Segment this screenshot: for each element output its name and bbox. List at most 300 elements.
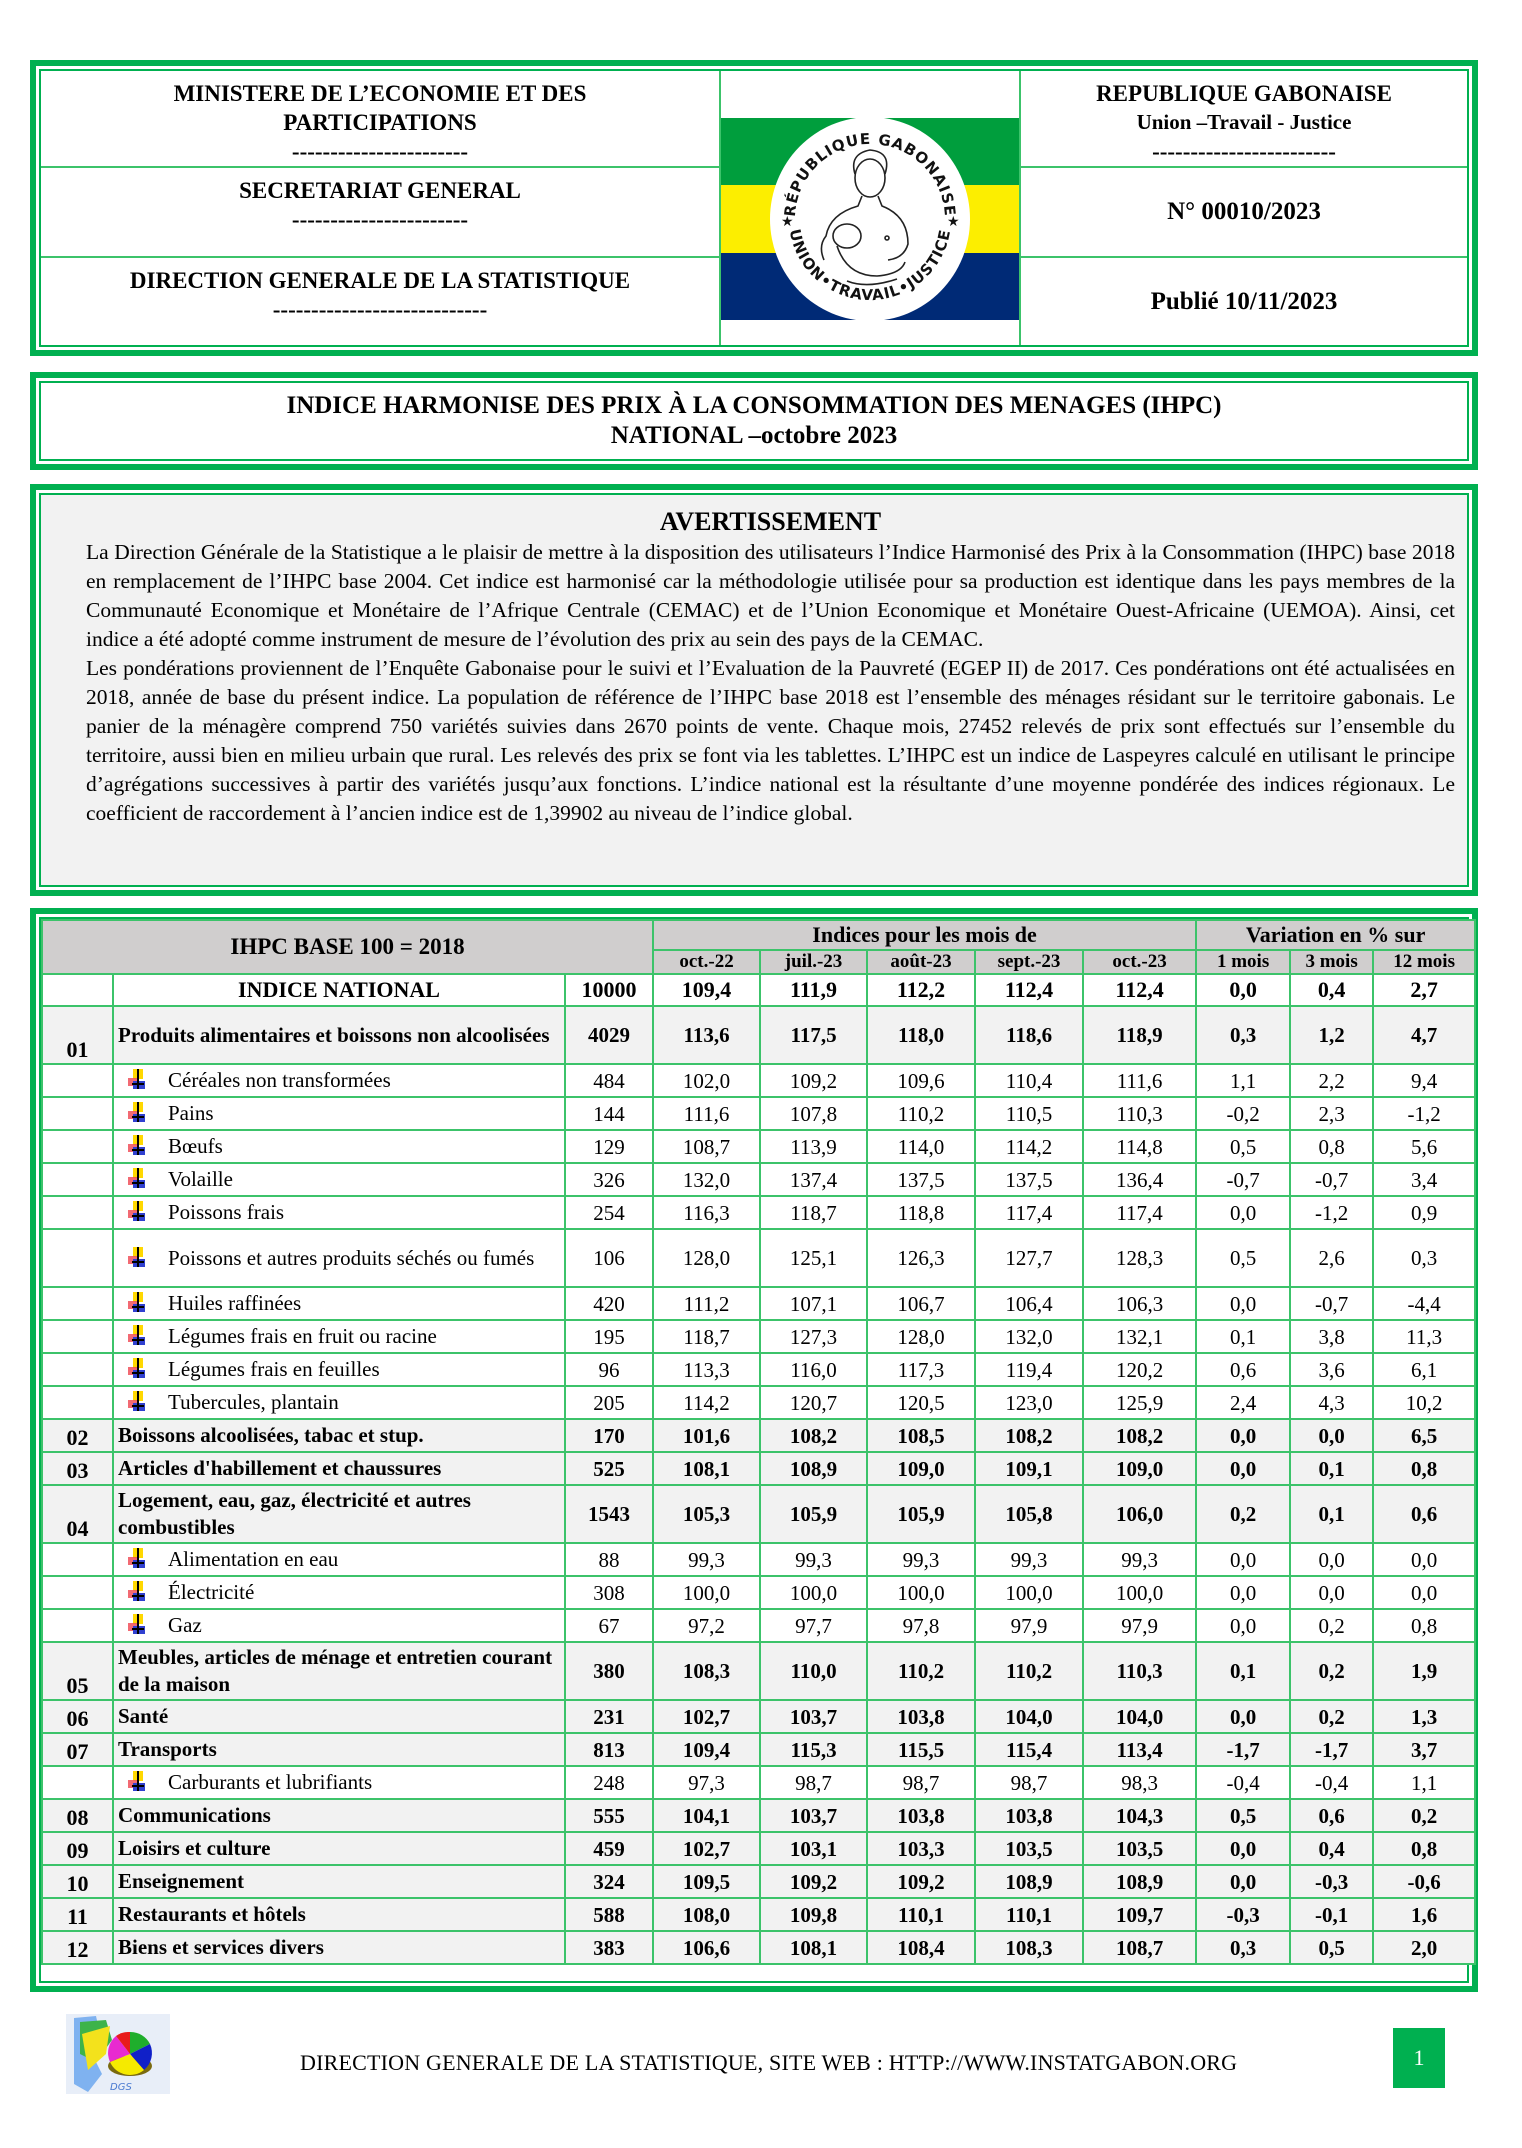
- index-cell: 108,3: [975, 1931, 1083, 1964]
- index-cell: 136,4: [1083, 1163, 1196, 1196]
- label-cell: [113, 1353, 565, 1386]
- label-cell: [113, 1386, 565, 1419]
- index-cell: 108,9: [975, 1865, 1083, 1898]
- index-cell: 117,4: [975, 1196, 1083, 1229]
- weight-cell: 525: [565, 1452, 653, 1485]
- sub-item-label-wrap: [128, 1389, 560, 1416]
- variation-cell: 0,0: [1196, 1832, 1290, 1865]
- variation-cell: 0,3: [1373, 1229, 1475, 1287]
- index-cell: 132,0: [975, 1320, 1083, 1353]
- divider-dashes: -----------------------: [291, 207, 469, 232]
- code-cell: 06: [42, 1700, 113, 1733]
- code-cell: [42, 1196, 113, 1229]
- index-cell: 99,3: [760, 1543, 867, 1576]
- divider-dashes: ----------------------------: [272, 296, 488, 322]
- variation-cell: 0,0: [1290, 1419, 1373, 1452]
- label-cell: Logement, eau, gaz, électricité et autres combustibles: [113, 1485, 565, 1543]
- label-cell: [113, 1229, 565, 1287]
- code-cell: 08: [42, 1799, 113, 1832]
- index-cell: 105,9: [760, 1485, 867, 1543]
- variation-cell: 0,8: [1373, 1609, 1475, 1642]
- index-cell: 120,2: [1083, 1353, 1196, 1386]
- index-cell: 126,3: [867, 1229, 975, 1287]
- variation-cell: 0,1: [1196, 1642, 1290, 1700]
- index-cell: 103,8: [975, 1799, 1083, 1832]
- index-cell: 97,9: [975, 1609, 1083, 1642]
- index-cell: 118,7: [653, 1320, 760, 1353]
- sub-item-label: Électricité: [168, 1580, 255, 1604]
- weight-cell: 170: [565, 1419, 653, 1452]
- month-header: sept.-23: [975, 950, 1083, 974]
- sub-item-row: [42, 1576, 1475, 1609]
- weight-cell: 231: [565, 1700, 653, 1733]
- sub-item-label: Poissons frais: [168, 1200, 285, 1224]
- notice-paragraph: Les pondérations proviennent de l’Enquête Gabonaise pour le suivi et l’Evaluation de la Pauvreté (EGEP II) de 2017. Ces pondérations ont été actualisées en 2018, année de base du présent indice. La population de référence de l’IHPC base 2018 est l’ensemble des ménages résidant sur le territoire gabonais. Le panier de la ménagère comprend 750 variétés suivies dans 2670 points de vente. Chaque mois, 27452 relevés de prix sont effectués sur l’ensemble du territoire, aussi bien en milieu urbain que rural. Les relevés des prix se font via les tablettes. L’IHPC est un indice de Laspeyres calculé en utilisant le principe d’agrégations successives à partir des variétés jusqu’aux fonctions. L’indice national est la résultante d’une moyenne pondérée des indices régionaux. Le coefficient de raccordement à l’ancien indice est de 1,39902 au niveau de l’indice global.: [86, 656, 1455, 825]
- index-cell: 102,7: [653, 1700, 760, 1733]
- sub-item-label-wrap: [128, 1199, 560, 1226]
- index-cell: 108,2: [975, 1419, 1083, 1452]
- function-group-row: [42, 1700, 1475, 1733]
- index-cell: 98,7: [867, 1766, 975, 1799]
- weight-cell: 813: [565, 1733, 653, 1766]
- sub-item-label: Pains: [168, 1101, 214, 1125]
- sub-item-label-wrap: [128, 1100, 560, 1127]
- variation-cell: 0,0: [1290, 1543, 1373, 1576]
- code-cell: [42, 1287, 113, 1320]
- sub-item-label-wrap: [128, 1245, 560, 1272]
- bullet-arrow-icon: [128, 1069, 146, 1091]
- index-cell: 118,0: [867, 1006, 975, 1064]
- index-cell: 99,3: [867, 1543, 975, 1576]
- index-cell: 103,5: [1083, 1832, 1196, 1865]
- header-block: [30, 60, 1478, 356]
- variation-header: 1 mois: [1196, 950, 1290, 974]
- function-group-row: [42, 1898, 1475, 1931]
- index-cell: 116,0: [760, 1353, 867, 1386]
- bullet-arrow-icon: [128, 1247, 146, 1269]
- variation-cell: 0,2: [1373, 1799, 1475, 1832]
- index-cell: 98,7: [760, 1766, 867, 1799]
- notice-paragraph: La Direction Générale de la Statistique a le plaisir de mettre à la disposition des utilisateurs l’Indice Harmonisé des Prix à la Consommation (IHPC) base 2018 en remplacement de l’IHPC base 2004. Cet indice est harmonisé car la méthodologie utilisée pour sa production est identique dans les pays membres de la Communauté Economique et Monétaire de l’Afrique Centrale (CEMAC) et de l’Union Economique et Monétaire Ouest-Africaine (UEMOA). Ainsi, cet indice a été adopté comme instrument de mesure de l’évolution des prix au sein des pays de la CEMAC.: [86, 540, 1455, 651]
- index-cell: 105,3: [653, 1485, 760, 1543]
- index-cell: 109,5: [653, 1865, 760, 1898]
- variation-cell: 0,3: [1196, 1931, 1290, 1964]
- label-cell: [113, 1130, 565, 1163]
- index-cell: 116,3: [653, 1196, 760, 1229]
- variation-cell: 0,2: [1290, 1700, 1373, 1733]
- index-cell: 97,8: [867, 1609, 975, 1642]
- report-subtitle: NATIONAL –octobre 2023: [610, 422, 898, 449]
- weight-cell: 555: [565, 1799, 653, 1832]
- label-cell: [113, 1320, 565, 1353]
- index-cell: 111,6: [1083, 1064, 1196, 1097]
- notice-heading: AVERTISSEMENT: [659, 507, 882, 536]
- sub-item-label: Volaille: [168, 1167, 233, 1191]
- index-cell: 98,3: [1083, 1766, 1196, 1799]
- variation-cell: 0,1: [1290, 1452, 1373, 1485]
- index-cell: 115,4: [975, 1733, 1083, 1766]
- code-cell: [42, 974, 113, 1006]
- variation-cell: 2,2: [1290, 1064, 1373, 1097]
- bullet-arrow-icon: [128, 1581, 146, 1603]
- publication-date: Publié 10/11/2023: [1150, 287, 1338, 315]
- index-cell: 104,0: [975, 1700, 1083, 1733]
- index-cell: 109,1: [975, 1452, 1083, 1485]
- weight-cell: 459: [565, 1832, 653, 1865]
- variation-cell: 0,6: [1196, 1353, 1290, 1386]
- index-cell: 114,2: [975, 1130, 1083, 1163]
- bullet-arrow-icon: [128, 1292, 146, 1314]
- variation-cell: 0,0: [1196, 1287, 1290, 1320]
- code-cell: [42, 1386, 113, 1419]
- code-cell: 07: [42, 1733, 113, 1766]
- index-cell: 103,8: [867, 1700, 975, 1733]
- sub-item-row: [42, 1163, 1475, 1196]
- variation-cell: 0,0: [1196, 1543, 1290, 1576]
- sub-item-row: [42, 1229, 1475, 1287]
- index-cell: 104,1: [653, 1799, 760, 1832]
- flag-column: [721, 71, 1021, 345]
- code-cell: 11: [42, 1898, 113, 1931]
- weight-cell: 326: [565, 1163, 653, 1196]
- sub-item-label-wrap: [128, 1356, 560, 1383]
- index-cell: 117,5: [760, 1006, 867, 1064]
- variation-cell: 11,3: [1373, 1320, 1475, 1353]
- bullet-arrow-icon: [128, 1325, 146, 1347]
- function-group-row: [42, 1452, 1475, 1485]
- sub-item-label-wrap: [128, 1290, 560, 1317]
- index-cell: 109,0: [867, 1452, 975, 1485]
- variation-group-header: Variation en % sur: [1196, 920, 1475, 950]
- index-cell: 101,6: [653, 1419, 760, 1452]
- variation-cell: -0,6: [1373, 1865, 1475, 1898]
- variation-cell: 3,7: [1373, 1733, 1475, 1766]
- function-group-row: [42, 1006, 1475, 1064]
- sub-item-label: Poissons et autres produits séchés ou fumés: [168, 1245, 535, 1270]
- header-left-column: [41, 71, 721, 345]
- code-cell: 10: [42, 1865, 113, 1898]
- variation-cell: -0,3: [1290, 1865, 1373, 1898]
- variation-cell: 0,3: [1196, 1006, 1290, 1064]
- index-cell: 102,7: [653, 1832, 760, 1865]
- weight-cell: 308: [565, 1576, 653, 1609]
- sub-item-label-wrap: [128, 1769, 560, 1796]
- index-cell: 114,0: [867, 1130, 975, 1163]
- weight-cell: 144: [565, 1097, 653, 1130]
- variation-header: 12 mois: [1373, 950, 1475, 974]
- weight-cell: 254: [565, 1196, 653, 1229]
- index-cell: 109,8: [760, 1898, 867, 1931]
- index-cell: 108,1: [653, 1452, 760, 1485]
- variation-cell: 1,9: [1373, 1642, 1475, 1700]
- index-cell: 100,0: [760, 1576, 867, 1609]
- index-cell: 113,6: [653, 1006, 760, 1064]
- index-cell: 114,2: [653, 1386, 760, 1419]
- index-cell: 99,3: [975, 1543, 1083, 1576]
- variation-cell: 2,7: [1373, 974, 1475, 1006]
- month-header: oct.-22: [653, 950, 760, 974]
- page-number: 1: [1393, 2028, 1445, 2088]
- index-cell: 127,7: [975, 1229, 1083, 1287]
- report-title-block: [30, 372, 1478, 470]
- index-cell: 100,0: [867, 1576, 975, 1609]
- weight-cell: 96: [565, 1353, 653, 1386]
- bullet-arrow-icon: [128, 1391, 146, 1413]
- index-cell: 103,7: [760, 1700, 867, 1733]
- variation-cell: 0,0: [1196, 1452, 1290, 1485]
- variation-cell: 9,4: [1373, 1064, 1475, 1097]
- index-cell: 105,8: [975, 1485, 1083, 1543]
- variation-cell: 6,5: [1373, 1419, 1475, 1452]
- index-cell: 97,9: [1083, 1609, 1196, 1642]
- sub-item-label: Tubercules, plantain: [168, 1390, 339, 1414]
- sub-item-label-wrap: [128, 1166, 560, 1193]
- index-cell: 113,4: [1083, 1733, 1196, 1766]
- weight-cell: 67: [565, 1609, 653, 1642]
- index-cell: 128,0: [653, 1229, 760, 1287]
- variation-cell: 0,0: [1196, 974, 1290, 1006]
- index-cell: 111,6: [653, 1097, 760, 1130]
- code-cell: 09: [42, 1832, 113, 1865]
- index-cell: 119,4: [975, 1353, 1083, 1386]
- index-cell: 125,9: [1083, 1386, 1196, 1419]
- table-base-header: IHPC BASE 100 = 2018: [42, 920, 653, 974]
- weight-cell: 129: [565, 1130, 653, 1163]
- code-cell: [42, 1097, 113, 1130]
- variation-header: 3 mois: [1290, 950, 1373, 974]
- national-motto: Union –Travail - Justice: [1136, 110, 1352, 134]
- index-cell: 112,2: [867, 974, 975, 1006]
- index-cell: 106,4: [975, 1287, 1083, 1320]
- variation-cell: 2,0: [1373, 1931, 1475, 1964]
- index-cell: 106,0: [1083, 1485, 1196, 1543]
- divider-dashes: -----------------------: [291, 139, 469, 164]
- dgs-logo-label: DGS: [110, 2082, 132, 2093]
- svg-text:★: ★: [947, 215, 960, 230]
- sub-item-row: [42, 1386, 1475, 1419]
- code-cell: [42, 1320, 113, 1353]
- index-cell: 108,9: [1083, 1865, 1196, 1898]
- variation-cell: 1,1: [1196, 1064, 1290, 1097]
- index-cell: 120,7: [760, 1386, 867, 1419]
- index-cell: 137,5: [867, 1163, 975, 1196]
- republic-name: REPUBLIQUE GABONAISE: [1096, 81, 1392, 106]
- index-cell: 110,2: [975, 1642, 1083, 1700]
- variation-cell: 0,4: [1290, 974, 1373, 1006]
- index-cell: 110,3: [1083, 1097, 1196, 1130]
- index-cell: 110,0: [760, 1642, 867, 1700]
- variation-cell: 5,6: [1373, 1130, 1475, 1163]
- variation-cell: -0,7: [1290, 1163, 1373, 1196]
- label-cell: Meubles, articles de ménage et entretien courant de la maison: [113, 1642, 565, 1700]
- index-cell: 108,5: [867, 1419, 975, 1452]
- index-cell: 109,7: [1083, 1898, 1196, 1931]
- bullet-arrow-icon: [128, 1102, 146, 1124]
- variation-cell: 0,0: [1373, 1543, 1475, 1576]
- code-cell: [42, 1130, 113, 1163]
- header-right-column: [1021, 71, 1467, 345]
- secretariat-cell: [41, 168, 719, 258]
- index-cell: 106,3: [1083, 1287, 1196, 1320]
- variation-cell: 0,0: [1196, 1576, 1290, 1609]
- variation-cell: 0,2: [1196, 1485, 1290, 1543]
- variation-cell: 6,1: [1373, 1353, 1475, 1386]
- label-cell: [113, 1576, 565, 1609]
- index-cell: 100,0: [1083, 1576, 1196, 1609]
- variation-cell: 0,0: [1196, 1419, 1290, 1452]
- weight-cell: 10000: [565, 974, 653, 1006]
- weight-cell: 248: [565, 1766, 653, 1799]
- variation-cell: 4,7: [1373, 1006, 1475, 1064]
- variation-cell: 0,5: [1196, 1799, 1290, 1832]
- weight-cell: 380: [565, 1642, 653, 1700]
- index-cell: 108,2: [1083, 1419, 1196, 1452]
- variation-cell: 3,8: [1290, 1320, 1373, 1353]
- variation-cell: 2,3: [1290, 1097, 1373, 1130]
- label-cell: Produits alimentaires et boissons non alcoolisées: [113, 1006, 565, 1064]
- variation-cell: 0,8: [1373, 1832, 1475, 1865]
- index-cell: 117,3: [867, 1353, 975, 1386]
- sub-item-row: [42, 1543, 1475, 1576]
- sub-item-row: [42, 1609, 1475, 1642]
- index-cell: 109,6: [867, 1064, 975, 1097]
- indices-group-header: Indices pour les mois de: [653, 920, 1196, 950]
- index-cell: 106,6: [653, 1931, 760, 1964]
- sub-item-row: [42, 1130, 1475, 1163]
- sub-item-row: [42, 1287, 1475, 1320]
- variation-cell: 0,0: [1290, 1576, 1373, 1609]
- index-cell: 109,0: [1083, 1452, 1196, 1485]
- index-cell: 107,1: [760, 1287, 867, 1320]
- label-cell: [113, 1766, 565, 1799]
- index-cell: 118,8: [867, 1196, 975, 1229]
- sub-item-label: Carburants et lubrifiants: [168, 1770, 373, 1794]
- notice-block: [30, 484, 1478, 896]
- bullet-arrow-icon: [128, 1771, 146, 1793]
- label-cell: [113, 1543, 565, 1576]
- index-cell: 100,0: [653, 1576, 760, 1609]
- sub-item-label: Légumes frais en feuilles: [168, 1357, 380, 1381]
- index-cell: 110,1: [867, 1898, 975, 1931]
- republic-cell: [1021, 71, 1467, 168]
- variation-cell: 0,5: [1196, 1229, 1290, 1287]
- index-cell: 108,3: [653, 1642, 760, 1700]
- index-cell: 118,9: [1083, 1006, 1196, 1064]
- variation-cell: -0,4: [1290, 1766, 1373, 1799]
- index-cell: 115,5: [867, 1733, 975, 1766]
- ihpc-table: [41, 919, 1476, 1965]
- variation-cell: -1,2: [1373, 1097, 1475, 1130]
- label-cell: Santé: [113, 1700, 565, 1733]
- variation-cell: 1,2: [1290, 1006, 1373, 1064]
- code-cell: 02: [42, 1419, 113, 1452]
- direction-cell: [41, 258, 719, 346]
- index-cell: 125,1: [760, 1229, 867, 1287]
- weight-cell: 383: [565, 1931, 653, 1964]
- index-cell: 99,3: [1083, 1543, 1196, 1576]
- variation-cell: 0,6: [1290, 1799, 1373, 1832]
- code-cell: 12: [42, 1931, 113, 1964]
- index-cell: 103,7: [760, 1799, 867, 1832]
- index-cell: 113,9: [760, 1130, 867, 1163]
- weight-cell: 324: [565, 1865, 653, 1898]
- label-cell: Communications: [113, 1799, 565, 1832]
- sub-item-row: [42, 1064, 1475, 1097]
- index-cell: 109,2: [760, 1865, 867, 1898]
- month-header: juil.-23: [760, 950, 867, 974]
- index-cell: 102,0: [653, 1064, 760, 1097]
- bullet-arrow-icon: [128, 1548, 146, 1570]
- variation-cell: 0,0: [1196, 1700, 1290, 1733]
- index-cell: 115,3: [760, 1733, 867, 1766]
- function-group-row: [42, 1485, 1475, 1543]
- bullet-arrow-icon: [128, 1358, 146, 1380]
- sub-item-label: Alimentation en eau: [168, 1547, 339, 1571]
- label-cell: [113, 1097, 565, 1130]
- index-cell: 108,1: [760, 1931, 867, 1964]
- index-cell: 98,7: [975, 1766, 1083, 1799]
- code-cell: [42, 1353, 113, 1386]
- variation-cell: 3,4: [1373, 1163, 1475, 1196]
- function-group-row: [42, 1832, 1475, 1865]
- index-cell: 109,2: [760, 1064, 867, 1097]
- sub-item-label-wrap: [128, 1612, 560, 1639]
- index-cell: 109,4: [653, 1733, 760, 1766]
- month-header: oct.-23: [1083, 950, 1196, 974]
- svg-text:★: ★: [781, 215, 794, 230]
- index-cell: 108,4: [867, 1931, 975, 1964]
- index-cell: 128,0: [867, 1320, 975, 1353]
- label-cell: Loisirs et culture: [113, 1832, 565, 1865]
- label-cell: Boissons alcoolisées, tabac et stup.: [113, 1419, 565, 1452]
- variation-cell: -1,7: [1196, 1733, 1290, 1766]
- index-cell: 108,0: [653, 1898, 760, 1931]
- variation-cell: 0,8: [1373, 1452, 1475, 1485]
- index-cell: 127,3: [760, 1320, 867, 1353]
- label-cell: Articles d'habillement et chaussures: [113, 1452, 565, 1485]
- footer-text: DIRECTION GENERALE DE LA STATISTIQUE, SITE WEB : HTTP://WWW.INSTATGABON.ORG: [300, 2050, 1238, 2075]
- sub-item-label-wrap: [128, 1133, 560, 1160]
- index-cell: 109,4: [653, 974, 760, 1006]
- seal-top-text: RÉPUBLIQUE GABONAISE: [780, 129, 960, 218]
- weight-cell: 1543: [565, 1485, 653, 1543]
- code-cell: 04: [42, 1485, 113, 1543]
- function-group-row: [42, 1799, 1475, 1832]
- variation-cell: -0,3: [1196, 1898, 1290, 1931]
- index-cell: 110,1: [975, 1898, 1083, 1931]
- weight-cell: 420: [565, 1287, 653, 1320]
- weight-cell: 588: [565, 1898, 653, 1931]
- label-cell: [113, 1163, 565, 1196]
- gabon-flag: [721, 118, 1019, 320]
- weight-cell: 88: [565, 1543, 653, 1576]
- sub-item-row: [42, 1353, 1475, 1386]
- sub-item-label-wrap: [128, 1323, 560, 1350]
- sub-item-label-wrap: [128, 1579, 560, 1606]
- sub-item-row: [42, 1320, 1475, 1353]
- national-index-row: [42, 974, 1475, 1006]
- variation-cell: -1,2: [1290, 1196, 1373, 1229]
- variation-cell: 0,0: [1196, 1865, 1290, 1898]
- weight-cell: 484: [565, 1064, 653, 1097]
- variation-cell: 10,2: [1373, 1386, 1475, 1419]
- index-cell: 120,5: [867, 1386, 975, 1419]
- variation-cell: 0,0: [1196, 1196, 1290, 1229]
- variation-cell: 2,4: [1196, 1386, 1290, 1419]
- sub-item-label: Légumes frais en fruit ou racine: [168, 1324, 437, 1348]
- function-group-row: [42, 1642, 1475, 1700]
- index-cell: 97,7: [760, 1609, 867, 1642]
